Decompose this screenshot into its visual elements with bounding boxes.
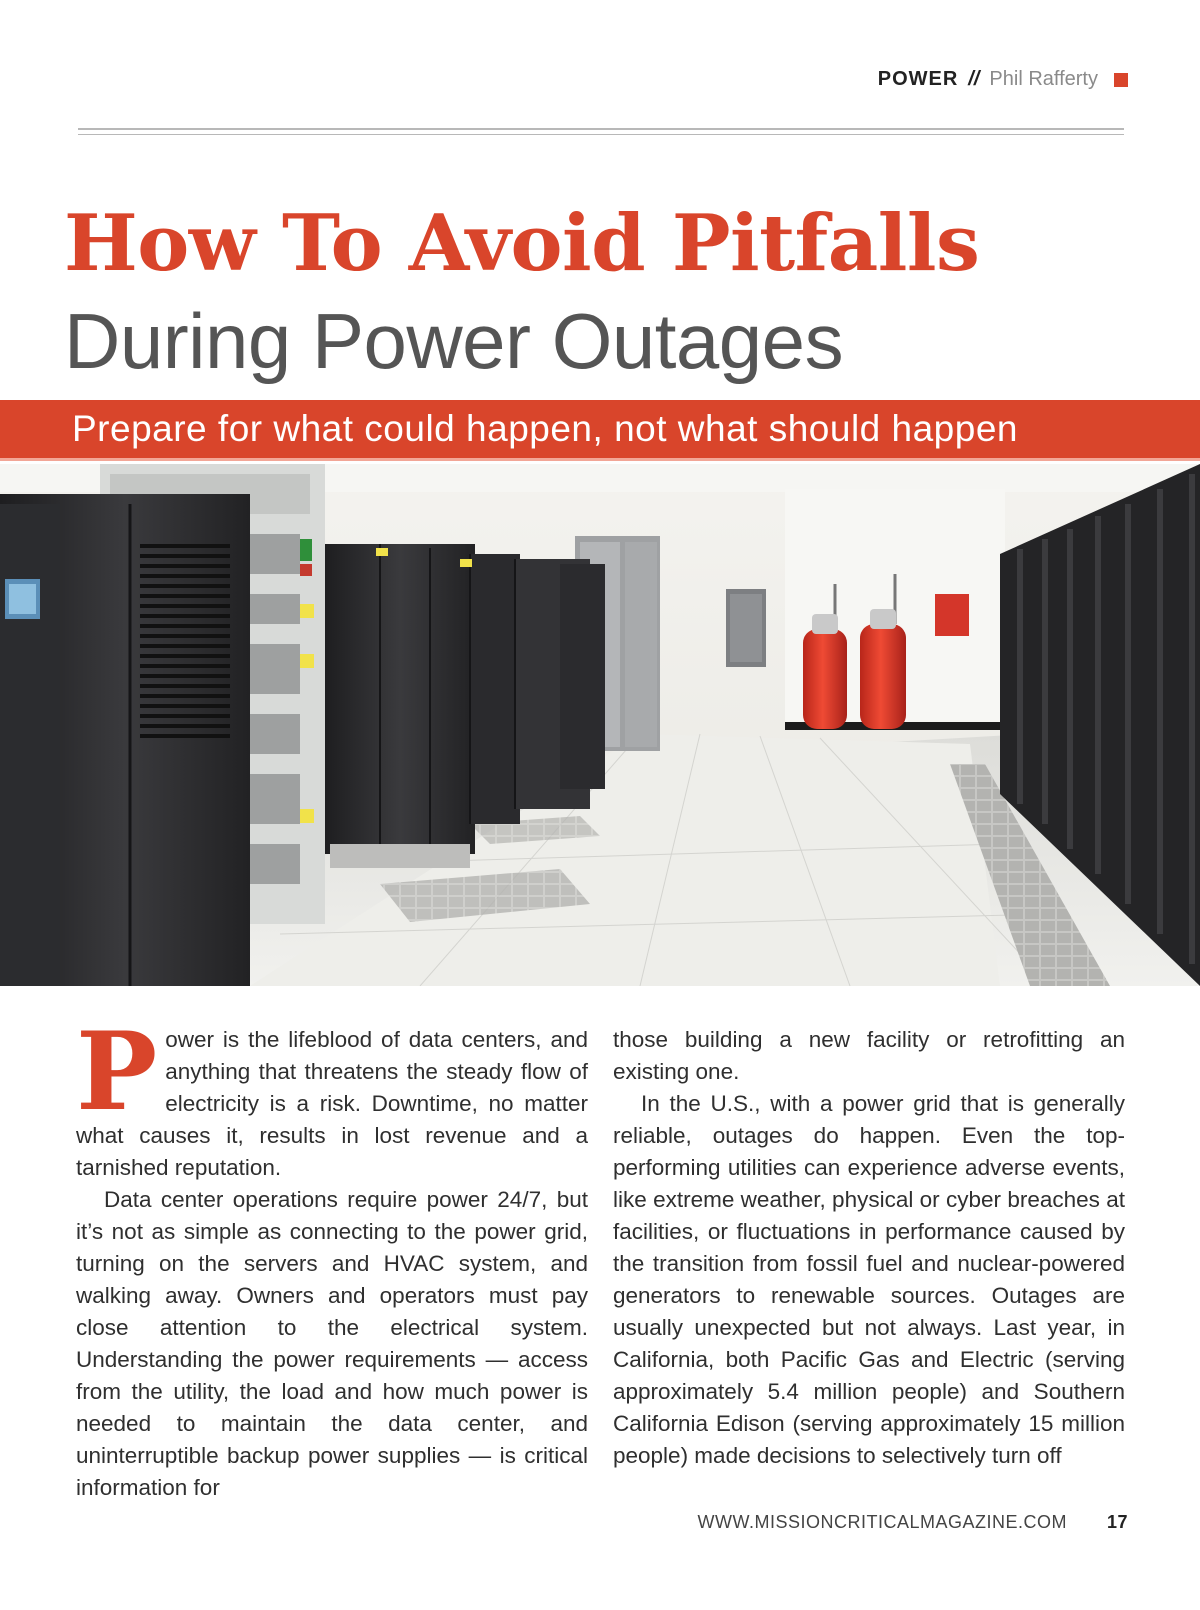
article-paragraph: Data center operations require power 24/7, but it’s not as simple as connecting to the power grid, turning on the servers and HVAC system, and walking away. Owners and operators must pay close attention to the electrical system. Understanding the power requirements — access from the utility, the load and how much power is needed to maintain the data center, and uninterruptible backup power supplies — is critical information for [76,1187,588,1500]
page-footer [697,1512,1128,1533]
headline-line-2: During Power Outages [64,297,844,385]
header-rule-thin [78,134,1124,135]
section-label: POWER [877,68,959,90]
magazine-url: WWW.MISSIONCRITICALMAGAZINE.COM [697,1512,1067,1532]
drop-cap: P [76,1009,158,1135]
headline-line-1: How To Avoid Pitfalls [64,198,980,289]
article-paragraph: In the U.S., with a power grid that is generally reliable, outages do happen. Even the top-performing utilities can experience adverse events, like extreme weather, physical or cyber breaches at facilities, or fluctuations in performance caused by the transition from fossil fuel and nuclear-powered generators to renewable sources. Outages are usually unexpected but not always. Last year, in California, both Pacific Gas and Electric (serving approximately 5.4 million people) and Southern California Edison (serving approximately 15 million people) made decisions to selectively turn off [613,1091,1125,1468]
subtitle-banner [0,400,1200,461]
header-separator: // [968,68,980,90]
article-column-left [76,1009,588,1504]
header-rule [78,128,1124,130]
article-paragraph: those building a new facility or retrofitting an existing one. [613,1027,1125,1084]
article-column-right [613,1024,1125,1472]
square-marker-icon [1114,73,1128,87]
page-number: 17 [1106,1512,1128,1532]
author-name: Phil Rafferty [989,68,1098,90]
paragraph-text: ower is the lifeblood of data centers, and anything that threatens the steady flow of electricity is a risk. Downtime, no matter what causes it, results in lost revenue and a tarnished reputation. [76,1027,588,1180]
page-header [878,68,1128,91]
data-center-illustration [0,464,1200,986]
article-paragraph [76,1009,588,1184]
subtitle: Prepare for what could happen, not what should happen [72,408,1018,449]
data-center-photo [0,464,1200,986]
